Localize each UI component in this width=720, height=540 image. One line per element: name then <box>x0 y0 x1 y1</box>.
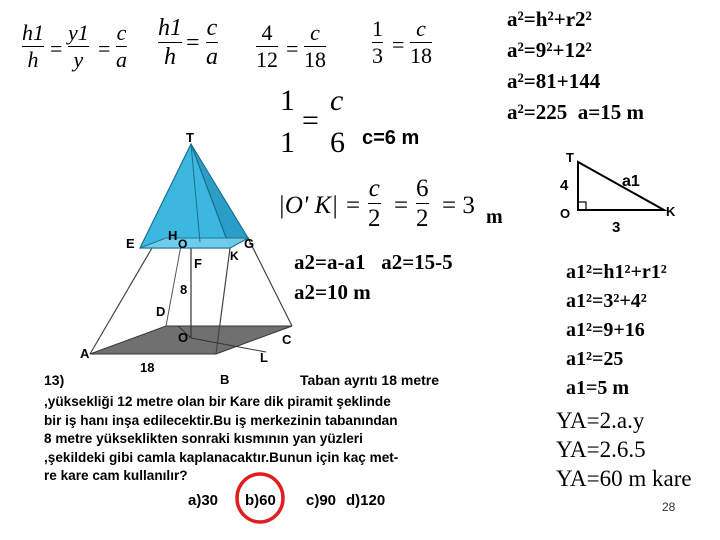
pythag-a-line-2: a²=9²+12² <box>507 38 592 62</box>
fraction-denominator: 18 <box>304 47 326 72</box>
triangle-label-4: 4 <box>560 177 569 194</box>
ya-line-2: YA=2.6.5 <box>556 437 646 462</box>
pythag-a1-line-2: a1²=3²+4² <box>566 290 647 312</box>
label-e: E <box>126 236 135 251</box>
c-result: c=6 m <box>362 127 420 149</box>
pythag-a1-line-3: a1²=9+16 <box>566 319 645 341</box>
big-one-bottom: 1 <box>280 126 295 159</box>
fraction-denominator: h <box>27 47 39 72</box>
pythag-a-line-1: a²=h²+r2² <box>507 7 592 31</box>
fraction-denominator: a <box>206 44 218 70</box>
ratio-c-18-2 <box>410 18 432 67</box>
ratio-y1-y <box>68 22 89 71</box>
option-c[interactable]: c)90 <box>306 492 337 509</box>
problem-line: ,yüksekliği 12 metre olan bir Kare dik piramit şeklinde <box>44 394 391 409</box>
label-o-base: O <box>178 330 189 345</box>
option-b[interactable]: b)60 <box>245 492 276 509</box>
fraction-numerator: y1 <box>68 20 89 45</box>
problem-line: ,şekildeki gibi camla kaplanacaktır.Bunun için kaç met- <box>44 449 399 465</box>
equals-sign: = <box>392 32 405 57</box>
pythag-a-line-3: a²=81+144 <box>507 69 601 93</box>
equals-sign: = <box>286 36 299 61</box>
label-o-top: O <box>178 237 188 251</box>
ratio-c-a-2 <box>206 16 218 69</box>
fraction-numerator: h1 <box>22 20 44 45</box>
triangle-label-a1: a1 <box>622 173 640 190</box>
answer-circle <box>232 470 288 526</box>
option-d[interactable]: d)120 <box>346 492 386 509</box>
pythag-a-line-4: a²=225 a=15 m <box>507 100 644 124</box>
right-triangle-shape <box>578 162 664 210</box>
label-t: T <box>186 130 194 145</box>
pythag-a1-line-4: a1²=25 <box>566 348 624 370</box>
fraction-denominator: y <box>73 47 84 72</box>
pyramid-edge <box>248 238 292 326</box>
label-l: L <box>260 350 268 365</box>
fraction-numerator: c <box>116 20 127 45</box>
ratio-h1-h-2 <box>158 16 182 69</box>
equals-sign: = <box>50 36 63 61</box>
triangle-label-k: K <box>666 204 676 219</box>
ok-lhs: |O' K| <box>278 192 339 219</box>
right-angle-marker <box>578 202 586 210</box>
label-b: B <box>220 372 230 387</box>
equals-sign: = <box>346 192 361 219</box>
fraction-denominator: 3 <box>372 43 383 68</box>
fraction-denominator: 18 <box>410 43 432 68</box>
problem-number: 13) <box>44 372 65 388</box>
ya-line-1: YA=2.a.y <box>556 408 645 433</box>
fraction-denominator: 12 <box>256 47 278 72</box>
fraction-numerator: 1 <box>372 16 383 41</box>
option-a[interactable]: a)30 <box>188 492 219 509</box>
fraction-numerator: c <box>206 15 218 41</box>
ok-result: = 3 <box>442 192 475 219</box>
pythag-a-block <box>507 4 644 128</box>
problem-line: re kare cam kullanılır? <box>44 468 188 484</box>
equals-sign: = <box>186 30 200 56</box>
ratio-c-a <box>116 22 127 71</box>
triangle-label-o: O <box>560 206 571 221</box>
page-number: 28 <box>662 500 676 514</box>
fraction-numerator: 4 <box>261 20 273 45</box>
a2-line-2: a2=10 m <box>294 280 371 304</box>
small-triangle-figure <box>556 148 686 238</box>
equals-sign: = <box>394 192 409 219</box>
ratio-h1-h <box>22 22 44 71</box>
pyramid-figure <box>70 130 310 388</box>
pythag-a1-line-5: a1=5 m <box>566 377 630 399</box>
triangle-label-3: 3 <box>612 219 621 236</box>
big-six: 6 <box>330 126 345 159</box>
answer-circle-shape <box>237 474 283 522</box>
label-h: H <box>168 228 178 243</box>
pythag-a1-line-1: a1²=h1²+r1² <box>566 261 667 283</box>
pythag-a1-block <box>566 258 667 403</box>
ratio-c-18 <box>304 22 326 71</box>
label-a: A <box>80 346 90 361</box>
big-one-top: 1 <box>280 84 295 117</box>
fraction-numerator: 6 <box>416 175 429 202</box>
label-18: 18 <box>140 360 155 375</box>
a2-line-1: a2=a-a1 a2=15-5 <box>294 250 453 274</box>
fraction-numerator: c <box>416 16 426 41</box>
ok-unit: m <box>486 206 503 228</box>
triangle-label-t: T <box>566 150 574 165</box>
problem-intro: Taban ayrıtı 18 metre <box>300 372 440 388</box>
label-k: K <box>230 249 239 263</box>
problem-line: bir iş hanı inşa edilecektir.Bu iş merkezinin tabanından <box>44 412 398 428</box>
fraction-numerator: c <box>310 20 320 45</box>
big-equals: = <box>302 104 319 137</box>
fraction-denominator: 2 <box>416 205 429 232</box>
ratio-6-2 <box>416 176 429 231</box>
ratio-1-3 <box>372 18 383 67</box>
fraction-numerator: c <box>368 175 380 202</box>
label-f: F <box>194 256 202 271</box>
equals-sign: = <box>98 36 111 61</box>
problem-line: 8 metre yükseklikten sonraki kısmının yan yüzleri <box>44 431 363 447</box>
ratio-4-12 <box>256 22 278 71</box>
fraction-denominator: h <box>164 44 176 70</box>
ratio-c-2 <box>368 176 381 231</box>
big-c: c <box>330 84 344 117</box>
fraction-numerator: h1 <box>158 15 182 41</box>
ya-line-3: YA=60 m kare <box>556 466 692 491</box>
fraction-denominator: a <box>116 47 127 72</box>
label-g: G <box>244 236 255 251</box>
fraction-denominator: 2 <box>368 205 381 232</box>
problem-text <box>44 393 398 486</box>
lateral-area-block <box>556 406 692 493</box>
label-d: D <box>156 304 166 319</box>
label-c: C <box>282 332 292 347</box>
label-8: 8 <box>180 282 188 297</box>
